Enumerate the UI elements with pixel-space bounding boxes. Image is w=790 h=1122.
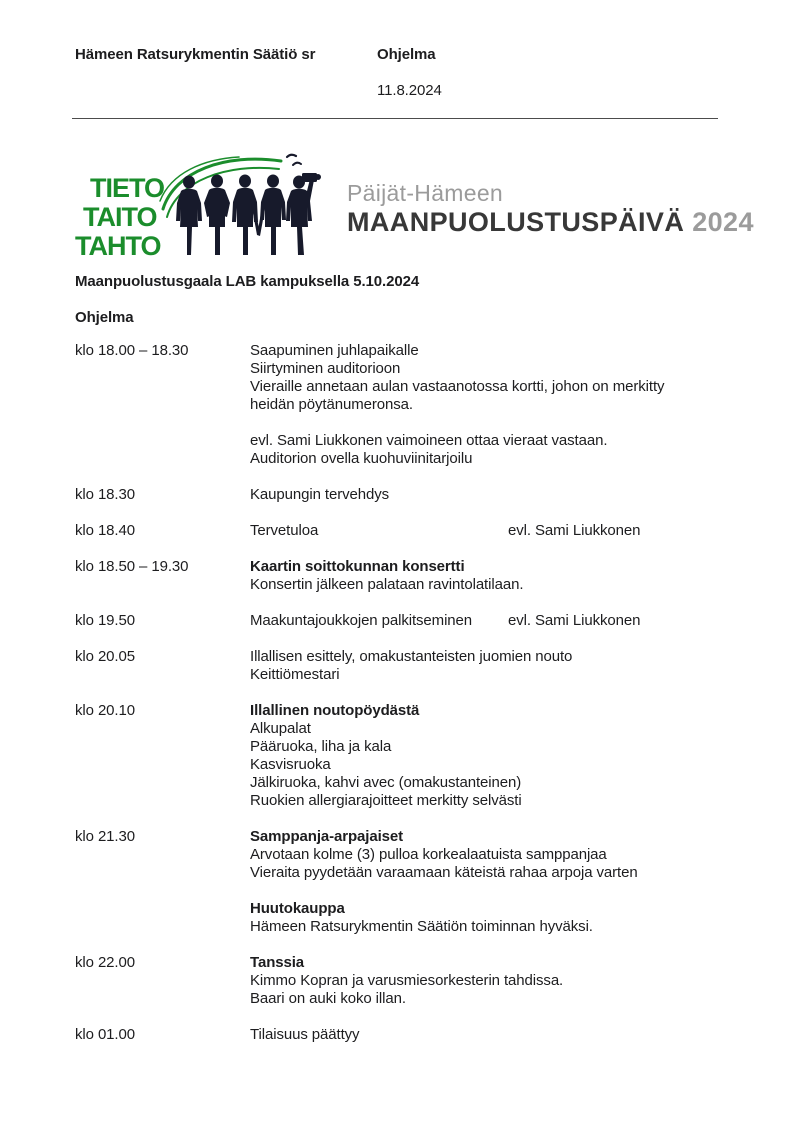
motto-text [75,173,164,261]
schedule-paragraph [250,648,718,684]
schedule-line: Baari on auki koko illan. [250,990,406,1007]
org-name: Hämeen Ratsurykmentin Säätiö sr [75,46,316,63]
schedule-paragraph [250,522,718,540]
bird-icon [287,155,301,165]
schedule-paragraph [250,432,718,468]
event-name-line [347,207,754,237]
doc-date: 11.8.2024 [377,82,442,99]
schedule-line: Alkupalat [250,720,311,737]
schedule-aside: evl. Sami Liukkonen [508,612,641,629]
schedule-description [250,486,718,504]
schedule-time: klo 22.00 [75,954,135,971]
schedule-time: klo 18.40 [75,522,135,539]
schedule-line: Keittiömestari [250,666,340,683]
schedule-paragraph [250,612,718,630]
schedule-paragraph [250,486,718,504]
soldiers-silhouette [176,173,321,255]
schedule-paragraph [250,828,718,882]
schedule-aside: evl. Sami Liukkonen [508,522,641,539]
schedule-row [75,486,718,504]
schedule-row [75,522,718,540]
schedule-row [75,558,718,594]
schedule-line: Arvotaan kolme (3) pulloa korkealaatuista samppanjaa [250,846,607,863]
schedule-line: Tanssia [250,954,305,971]
schedule-time: klo 19.50 [75,612,135,629]
schedule-time: klo 01.00 [75,1026,135,1043]
schedule-line: evl. Sami Liukkonen vaimoineen ottaa vieraat vastaan. [250,432,608,449]
schedule-line: Siirtyminen auditorioon [250,360,401,377]
schedule-line: heidän pöytänumeronsa. [250,396,413,413]
schedule-row [75,342,718,468]
schedule-line: Illallinen noutopöydästä [250,702,420,719]
program-heading: Ohjelma [75,309,134,326]
schedule-line: Tilaisuus päättyy [250,1026,360,1043]
schedule-line: Saapuminen juhlapaikalle [250,342,419,359]
schedule-line: Auditorion ovella kuohuviinitarjoilu [250,450,473,467]
schedule-paragraph [250,558,718,594]
schedule-line: Konsertin jälkeen palataan ravintolatilaan. [250,576,524,593]
schedule-line: Tervetuloa [250,522,319,539]
schedule-description [250,954,718,1008]
event-year: 2024 [692,207,754,237]
schedule-time: klo 18.50 – 19.30 [75,558,189,575]
schedule-time: klo 20.10 [75,702,135,719]
schedule-line: Illallisen esittely, omakustanteisten juomien nouto [250,648,573,665]
header-right-block [377,46,442,100]
schedule-description [250,1026,718,1044]
schedule-line: Jälkiruoka, kahvi avec (omakustanteinen) [250,774,522,791]
schedule [75,342,718,1044]
schedule-time: klo 21.30 [75,828,135,845]
header-rule [72,118,718,119]
schedule-line: Kasvisruoka [250,756,331,773]
schedule-row [75,1026,718,1044]
schedule-line: Maakuntajoukkojen palkitseminen [250,612,473,629]
schedule-line: Huutokauppa [250,900,345,917]
schedule-line: Vieraille annetaan aulan vastaanotossa kortti, johon on merkitty [250,378,665,395]
schedule-description [250,342,718,468]
schedule-description [250,522,718,540]
schedule-line: Pääruoka, liha ja kala [250,738,392,755]
schedule-paragraph [250,702,718,810]
document-header [75,46,718,118]
motto-line-3: TAHTO [75,231,161,261]
schedule-line: Samppanja-arpajaiset [250,828,404,845]
schedule-line: Kaartin soittokunnan konsertti [250,558,465,575]
schedule-description [250,702,718,810]
schedule-description [250,612,718,630]
doc-type-label: Ohjelma [377,46,436,63]
event-title: Maanpuolustusgaala LAB kampuksella 5.10.2024 [75,273,420,290]
schedule-row [75,954,718,1008]
schedule-time: klo 18.30 [75,486,135,503]
region-name: Päijät-Hämeen [347,180,504,206]
maanpuolustuspaiva-logo [75,149,754,261]
schedule-line: Kaupungin tervehdys [250,486,390,503]
schedule-paragraph [250,1026,718,1044]
motto-line-1: TIETO [90,173,165,203]
schedule-line: Ruokien allergiarajoitteet merkitty selvästi [250,792,522,809]
schedule-description [250,648,718,684]
schedule-line: Kimmo Kopran ja varusmiesorkesterin tahdissa. [250,972,564,989]
schedule-paragraph [250,342,718,414]
schedule-row [75,648,718,684]
schedule-line: Vieraita pyydetään varaamaan käteistä rahaa arpoja varten [250,864,638,881]
schedule-time: klo 18.00 – 18.30 [75,342,189,359]
event-name: MAANPUOLUSTUSPÄIVÄ [347,207,685,237]
schedule-paragraph [250,900,718,936]
schedule-row [75,612,718,630]
schedule-description [250,828,718,936]
schedule-line: Hämeen Ratsurykmentin Säätiön toiminnan hyväksi. [250,918,593,935]
arc-swoosh [160,157,239,201]
schedule-description [250,558,718,594]
schedule-time: klo 20.05 [75,648,135,665]
schedule-row [75,828,718,936]
schedule-paragraph [250,954,718,1008]
logo-text-block [347,149,754,237]
schedule-row [75,702,718,810]
motto-line-2: TAITO [83,202,157,232]
logo-mark [75,149,325,261]
